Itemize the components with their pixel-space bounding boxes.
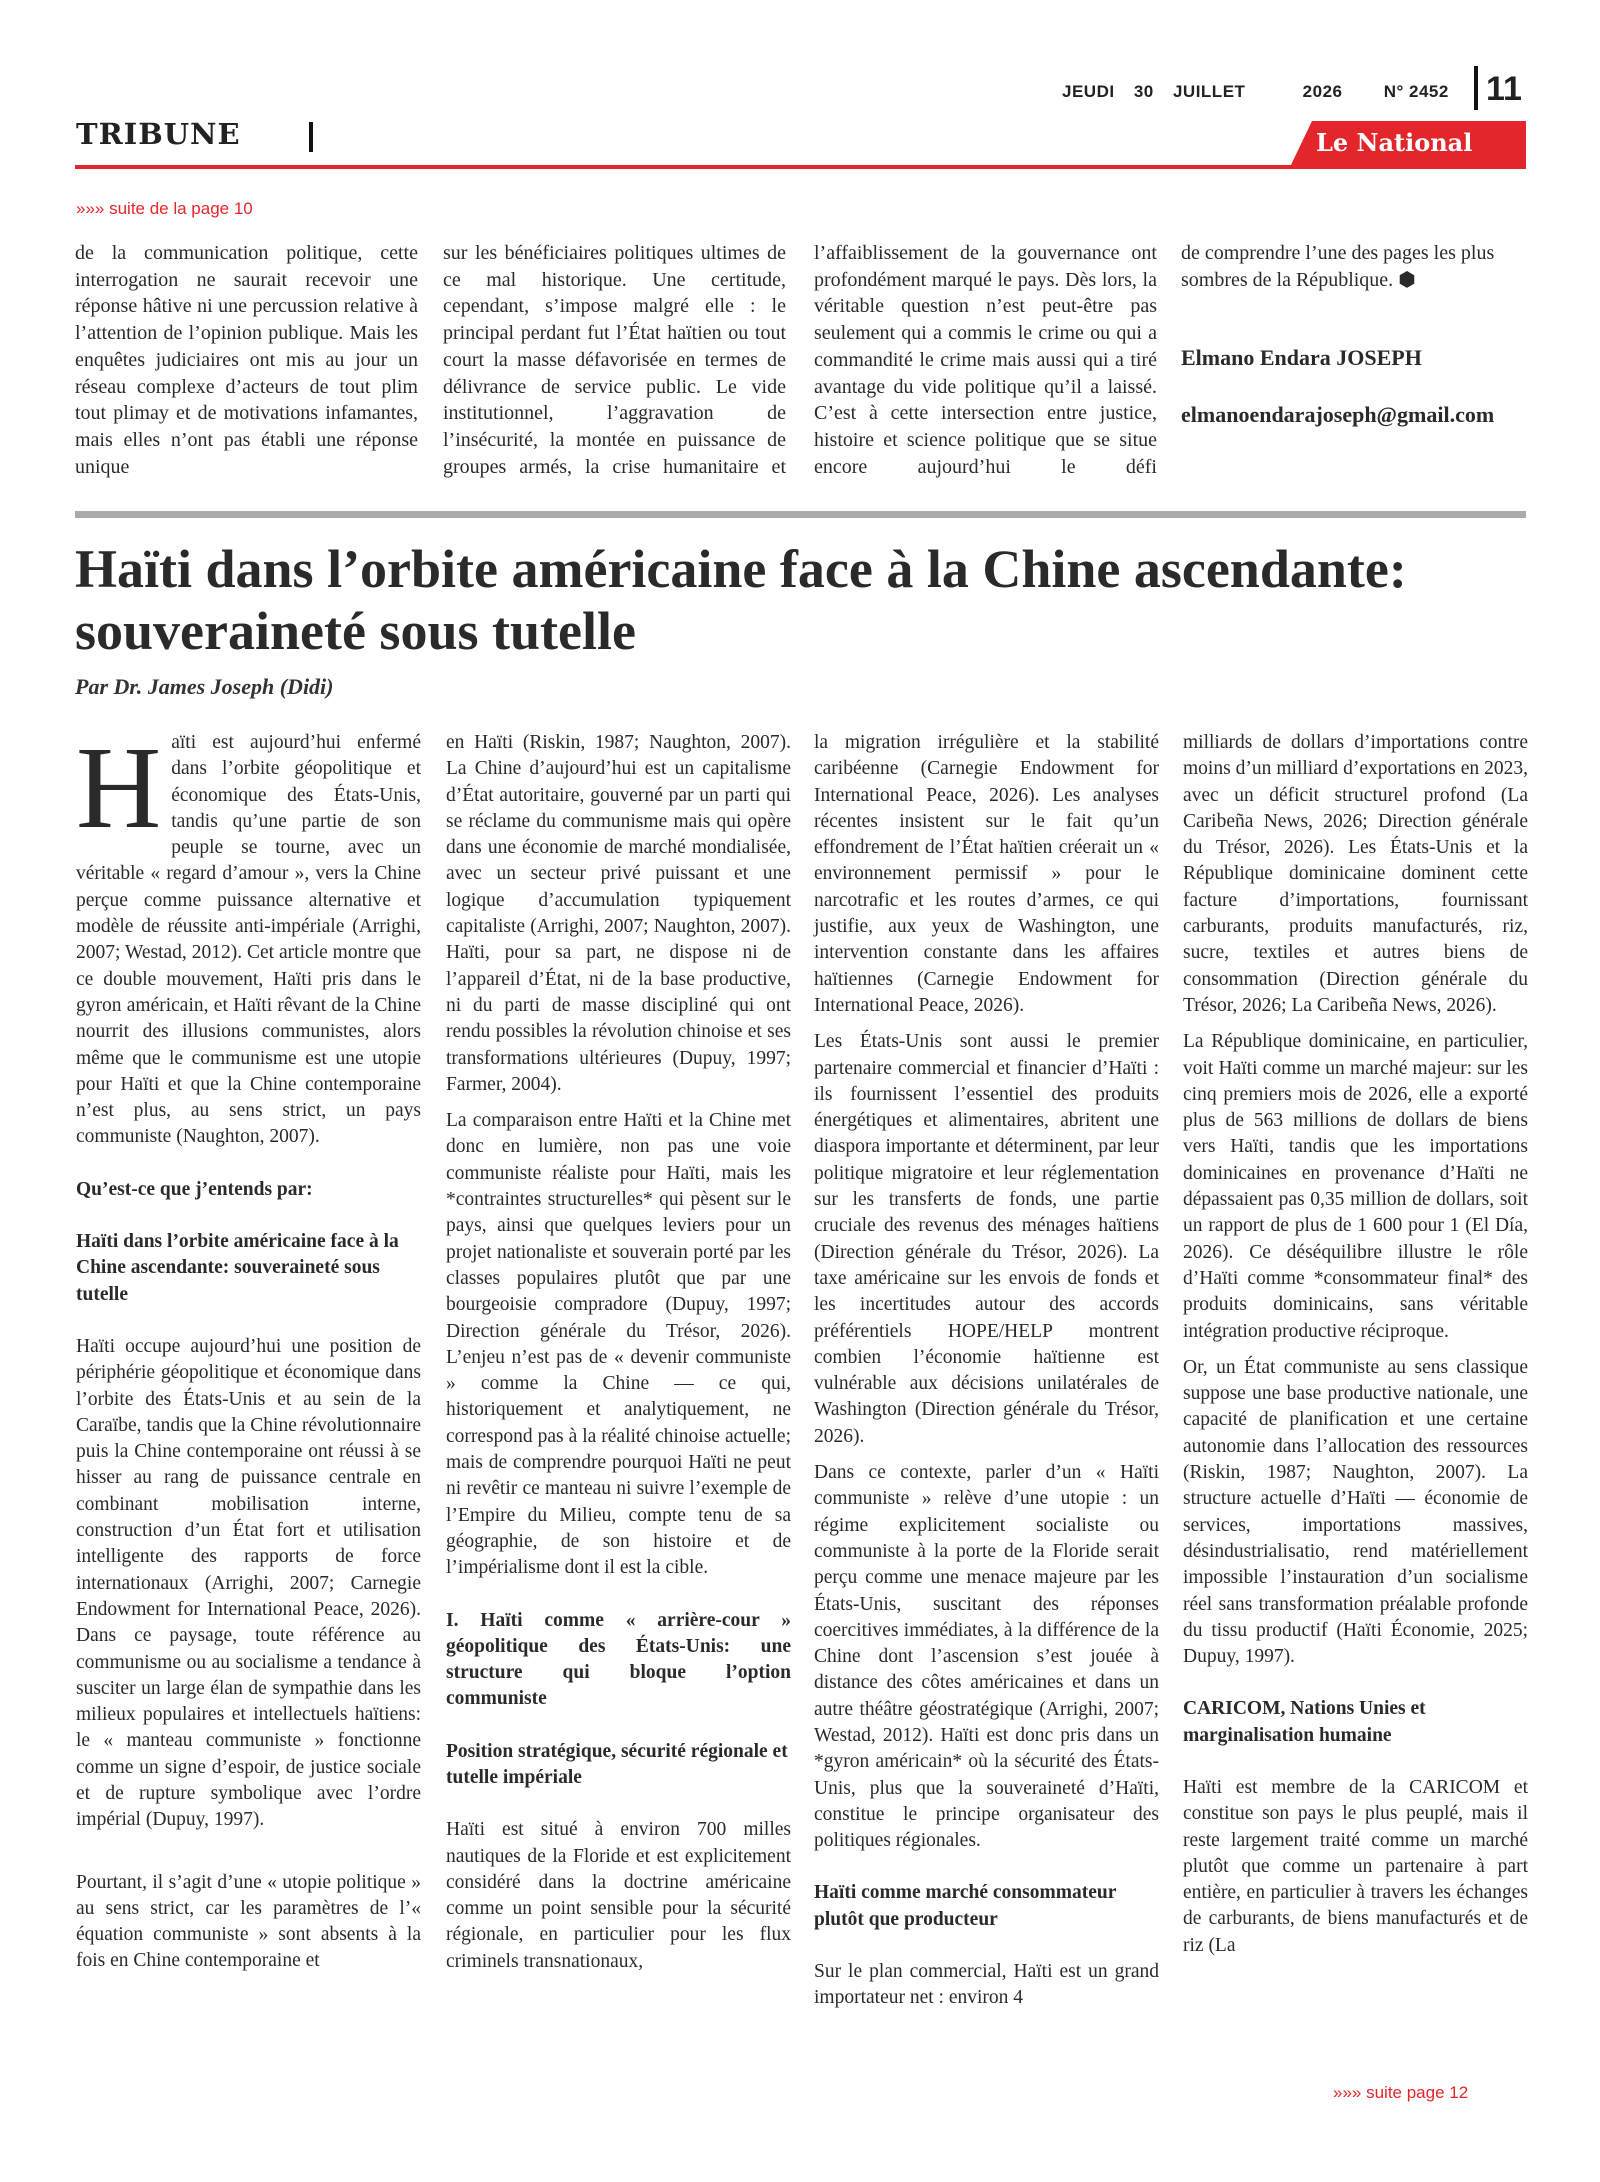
- prev-article-text: sur les bénéficiaires politiques ultimes de ce mal historique. Une certitude, cependant, s’impose malgré elle : le principal perdant fut l’État haïtien ou tout court la masse défavorisée en termes de délivrance de service public. Le vide institutionnel, l’aggravation de l’insécurité, la montée en puissance de groupes armés, la crise humanitaire et: [443, 242, 786, 478]
- article-paragraph-text: aïti est aujourd’hui enfermé dans l’orbite géopolitique et économique des États-Unis, tandis qu’une partie de son peuple se tourne, avec un véritable « regard d’amour », vers la Chine perçue comme puissance alternative et modèle de réussite anti-impériale (Arrighi, 2007; Westad, 2012). Cet article montre que ce double mouvement, Haïti pris dans le gyron américain, et Haïti rêvant de la Chine nourrit des illusions communistes, alors même que le communisme est une utopie pour Haïti et que la Chine contemporaine n’est plus, au sens strict, un pays communiste (Naughton, 2007).: [76, 732, 421, 1148]
- article-paragraph: La République dominicaine, en particulier, voit Haïti comme un marché majeur: sur les cinq premiers mois de 2026, elle a exporté plus de 563 millions de dollars de biens vers Haïti, tandis que les importations dominicaines en provenance d’Haïti ne dépassaient pas 0,35 million de dollars, soit un rapport de plus de 1 600 pour 1 (El Día, 2026). Ce déséquilibre illustre le rôle d’Haïti comme *consommateur final* des produits dominicains, sans véritable intégration productive réciproque.: [1183, 1031, 1528, 1342]
- article-paragraph: Haïti est situé à environ 700 milles nautiques de la Floride et est explicitement considéré dans la doctrine américaine comme un point sensible pour la sécurité régionale, en particulier pour les flux criminels transnationaux,: [446, 1819, 791, 1972]
- article-column-1: [76, 722, 421, 1985]
- drop-cap: H: [76, 722, 162, 853]
- article-paragraph: la migration irrégulière et la stabilité caribéenne (Carnegie Endowment for International Peace, 2026). Les analyses récentes insistent sur le fait qu’un effondrement de l’État haïtien créerait un « environnement permissif » pour le narcotrafic et les routes d’armes, ce qui justifie, aux yeux de Washington, une intervention constante dans les affaires haïtiennes (Carnegie Endowment for International Peace, 2026).: [814, 732, 1159, 1016]
- prev-article-text: [1181, 240, 1526, 293]
- article-subheading: Position stratégique, sécurité régionale et tutelle impériale: [446, 1740, 788, 1788]
- article-subheading: CARICOM, Nations Unies et marginalisation humaine: [1183, 1698, 1426, 1746]
- article-subheading: Haïti comme marché consommateur plutôt que producteur: [814, 1882, 1116, 1930]
- issue-date-line: [1062, 82, 1463, 102]
- page-number: 11: [1486, 70, 1522, 108]
- issue-year: 2026: [1302, 82, 1343, 101]
- prev-article-column-1: [75, 240, 418, 480]
- article-column-2: [446, 730, 791, 1985]
- article-paragraph: milliards de dollars d’importations contre moins d’un milliard d’exportations en 2023, avec un déficit structurel profond (La Caribeña News, 2026; Direction générale du Trésor, 2026). Les États-Unis et la République dominicaine dominent cette facture d’importations, fournissant carburants, produits manufacturés, riz, sucre, textiles et autres biens de consommation (Direction générale du Trésor, 2026; La Caribeña News, 2026).: [1183, 732, 1528, 1016]
- issue-number: N° 2452: [1383, 82, 1449, 101]
- article-column-3: [814, 730, 1159, 2022]
- article-subheading: Haïti dans l’orbite américaine face à la Chine ascendante: souveraineté sous tutelle: [76, 1231, 399, 1305]
- continued-to-link[interactable]: »»» suite page 12: [1333, 2083, 1469, 2102]
- article-paragraph: Sur le plan commercial, Haïti est un grand importateur net : environ 4: [814, 1961, 1159, 2009]
- prev-article-column-4: [1181, 240, 1526, 429]
- end-mark-icon: ⬢: [1393, 268, 1416, 291]
- article-paragraph: [76, 722, 421, 1151]
- article-column-4: [1183, 730, 1528, 1969]
- article-headline: Haïti dans l’orbite américaine face à la Chine ascendante: souveraineté sous tutelle: [75, 539, 1407, 661]
- section-title: TRIBUNE: [76, 117, 241, 151]
- section-divider: [309, 122, 313, 152]
- issue-date-number: 30: [1133, 82, 1154, 101]
- article-separator: [75, 511, 1526, 518]
- prev-article-text: l’affaiblissement de la gouvernance ont profondément marqué le pays. Dès lors, la véritable question n’est peut-être pas seulement qui a commis le crime ou qui a commandité le crime mais aussi qui a tiré avantage du vide politique qu’il a laissé. C’est à cette intersection entre justice, histoire et science politique que se situe encore aujourd’hui le défi: [814, 242, 1157, 478]
- prev-article-email[interactable]: elmanoendarajoseph@gmail.com: [1181, 402, 1495, 428]
- article-paragraph: Haïti occupe aujourd’hui une position de périphérie géopolitique et économique dans l’orbite des États-Unis et au sein de la Caraïbe, tandis que la Chine révolutionnaire puis la Chine contemporaine ont réussi à se hisser au rang de puissance centrale en combinant mobilisation interne, construction d’un État fort et utilisation intelligente des rapports de force internationaux (Arrighi, 2007; Carnegie Endowment for International Peace, 2026). Dans ce paysage, toute référence au communisme ou au socialisme a tendance à susciter un large élan de sympathie dans les milieux populaires et intellectuels haïtiens: le « manteau communiste » fonctionne comme un signe d’espoir, de justice sociale et de rupture symbolique avec l’ordre impérial (Dupuy, 1997).: [76, 1335, 421, 1831]
- article-paragraph: Haïti est membre de la CARICOM et constitue son pays le plus peuplé, mais il reste largement traité comme un marché plutôt que comme un partenaire à part entière, en particulier à travers les échanges de carburants, de biens manufacturés et de riz (La: [1183, 1776, 1528, 1956]
- header-divider: [1474, 66, 1478, 110]
- prev-article-text: de la communication politique, cette interrogation ne saurait recevoir une réponse hâtive ni une percussion relative à l’attention de l’opinion publique. Mais les enquêtes judiciaires ont mis au jour un réseau complexe d’acteurs de tout plim tout plimay et de motivations infamantes, mais elles n’ont pas établi une réponse unique: [75, 242, 418, 478]
- brand-name: Le National: [1316, 128, 1473, 157]
- article-paragraph: en Haïti (Riskin, 1987; Naughton, 2007). La Chine d’aujourd’hui est un capitalisme d’État autoritaire, gouverné par un parti qui se réclame du communisme mais qui opère dans une économie de marché mondialisée, avec un secteur privé puissant et une logique d’accumulation typiquement capitaliste (Arrighi, 2007; Naughton, 2007). Haïti, pour sa part, ne dispose ni de l’appareil d’État, ni de la base productive, ni du parti de masse discipliné qui ont rendu possibles la révolution chinoise et ses transformations ultérieures (Dupuy, 1997; Farmer, 2004).: [446, 732, 791, 1095]
- issue-day: JEUDI: [1062, 82, 1115, 101]
- article-paragraph: Dans ce contexte, parler d’un « Haïti communiste » relève d’une utopie : un régime explicitement socialiste ou communiste à la porte de la Floride serait perçu comme une menace majeure par les États-Unis, suscitant des réponses coercitives immédiates, à la différence de la Chine dont l’ascension s’est jouée à distance des côtes américaines et dans un autre théâtre géostratégique (Arrighi, 2007; Westad, 2012). Haïti est donc pris dans un *gyron américain* où la sécurité des États-Unis, plus que la souveraineté d’Haïti, constitue le principe organisateur des politiques régionales.: [814, 1462, 1159, 1852]
- article-paragraph: Les États-Unis sont aussi le premier partenaire commercial et financier d’Haïti : ils fournissent l’essentiel des produits énergétiques et alimentaires, abritent une diaspora importante et déterminent, par leur politique migratoire et leur réglementation sur les transferts de fonds, une partie cruciale des revenus des ménages haïtiens (Direction générale du Trésor, 2026). La taxe américaine sur les envois de fonds et les incertitudes autour des accords préférentiels HOPE/HELP montrent combien l’économie haïtienne est vulnérable aux décisions unilatérales de Washington (Direction générale du Trésor, 2026).: [814, 1031, 1159, 1447]
- continued-from-link[interactable]: »»» suite de la page 10: [76, 199, 253, 218]
- article-paragraph: Pourtant, il s’agit d’une « utopie politique » au sens strict, car les paramètres de l’« équation communiste » sont absents à la fois en Chine contemporaine et: [76, 1871, 421, 1972]
- prev-article-column-3: [814, 240, 1157, 480]
- article-byline: Par Dr. James Joseph (Didi): [75, 674, 334, 699]
- prev-article-author: Elmano Endara JOSEPH: [1181, 345, 1422, 371]
- issue-month: JUILLET: [1172, 82, 1246, 101]
- article-paragraph: Or, un État communiste au sens classique suppose une base productive nationale, une capacité de planification et une certaine autonomie dans l’allocation des ressources (Riskin, 1987; Naughton, 2007). La structure actuelle d’Haïti — économie de services, importations massives, désindustrialisatio, rend matériellement impossible l’instauration d’un socialisme réel sans transformation préalable profonde du tissu productif (Haïti Économie, 2025; Dupuy, 1997).: [1183, 1356, 1528, 1668]
- article-paragraph: La comparaison entre Haïti et la Chine met donc en lumière, non pas une voie communiste réaliste pour Haïti, mais les *contraintes structurelles* qui pèsent sur le pays, ainsi que quelques leviers pour un projet nationaliste et souverain porté par les classes populaires plutôt que par une bourgeoisie compradore (Dupuy, 1997; Direction générale du Trésor, 2026). L’enjeu n’est pas de « devenir communiste » comme la Chine — ce qui, historiquement et analytiquement, ne correspond pas à la réalité chinoise actuelle; mais de comprendre pourquoi Haïti ne peut ni revêtir ce manteau ni suivre l’exemple de l’Empire du Milieu, compte tenu de sa géographie, de son histoire et de l’impérialisme dont il est la cible.: [446, 1110, 791, 1579]
- prev-article-column-2: [443, 240, 786, 480]
- header-rule: [75, 165, 1526, 169]
- article-subheading: I. Haïti comme « arrière-cour » géopolitique des États-Unis: une structure qui bloque l’option communiste: [446, 1609, 791, 1710]
- prev-article-closing: de comprendre l’une des pages les plus sombres de la République.: [1181, 242, 1495, 291]
- article-subheading: Qu’est-ce que j’entends par:: [76, 1178, 313, 1200]
